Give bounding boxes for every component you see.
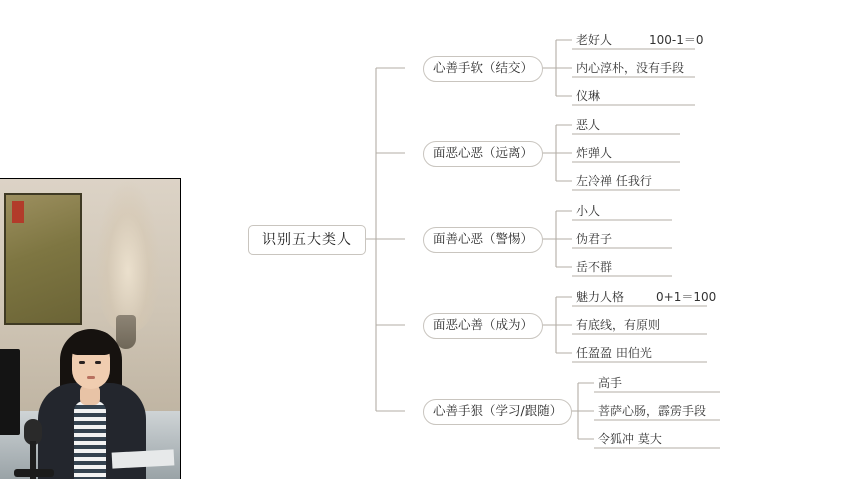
mindmap-branch-1[interactable]: 心善手软（结交） xyxy=(423,56,543,82)
pampas-grass-decor xyxy=(96,181,160,331)
mindmap-leaf-1-2[interactable]: 内心淳朴，没有手段 xyxy=(576,61,685,75)
mindmap-branch-4[interactable]: 面恶心善（成为） xyxy=(423,313,543,339)
mindmap-branch-5[interactable]: 心善手狠（学习/跟随） xyxy=(423,399,572,425)
mindmap-leaf-3-1[interactable]: 小人 xyxy=(576,204,601,218)
presenter-left-eye xyxy=(79,361,85,364)
mindmap-leaf-2-2[interactable]: 炸弹人 xyxy=(576,146,613,160)
mindmap-leaf-1-1[interactable]: 老好人 xyxy=(576,33,613,47)
mindmap-leaf-4-1[interactable]: 魅力人格 xyxy=(576,290,625,304)
desk-paper xyxy=(112,449,175,468)
mindmap-leaf-4-3[interactable]: 任盈盈 田伯光 xyxy=(576,346,652,360)
mindmap-leaf-1-3[interactable]: 仪琳 xyxy=(576,89,601,103)
mindmap-leaf-5-1[interactable]: 高手 xyxy=(598,376,623,390)
mindmap-canvas xyxy=(180,0,850,478)
mindmap-branch-3[interactable]: 面善心恶（警惕） xyxy=(423,227,543,253)
mindmap-leaf-2-1[interactable]: 恶人 xyxy=(576,118,601,132)
presenter-right-eye xyxy=(95,361,101,364)
mindmap-leaf-2-3[interactable]: 左冷禅 任我行 xyxy=(576,174,652,188)
mindmap-root-node[interactable]: 识别五大类人 xyxy=(248,225,366,255)
painting-seal xyxy=(12,201,24,223)
presenter-mouth xyxy=(87,376,95,379)
mindmap-leaf-5-2[interactable]: 菩萨心肠，霹雳手段 xyxy=(598,404,707,418)
presenter-striped-shirt xyxy=(74,401,106,479)
vase xyxy=(116,315,136,349)
microphone-base xyxy=(14,469,54,477)
mindmap-leaf-5-3[interactable]: 令狐冲 莫大 xyxy=(598,432,662,446)
mindmap-leaf-4-2[interactable]: 有底线，有原则 xyxy=(576,318,661,332)
mindmap-branch-2[interactable]: 面恶心恶（远离） xyxy=(423,141,543,167)
monitor xyxy=(0,349,20,435)
mindmap-note-4: 0+1＝100 xyxy=(656,290,717,304)
mindmap-leaf-3-3[interactable]: 岳不群 xyxy=(576,260,613,274)
mindmap-leaf-3-2[interactable]: 伪君子 xyxy=(576,232,613,246)
presenter-video-thumbnail[interactable] xyxy=(0,178,181,479)
wall-painting xyxy=(4,193,82,325)
mindmap-note-1: 100-1＝0 xyxy=(649,33,704,47)
presenter-fringe xyxy=(68,331,114,355)
